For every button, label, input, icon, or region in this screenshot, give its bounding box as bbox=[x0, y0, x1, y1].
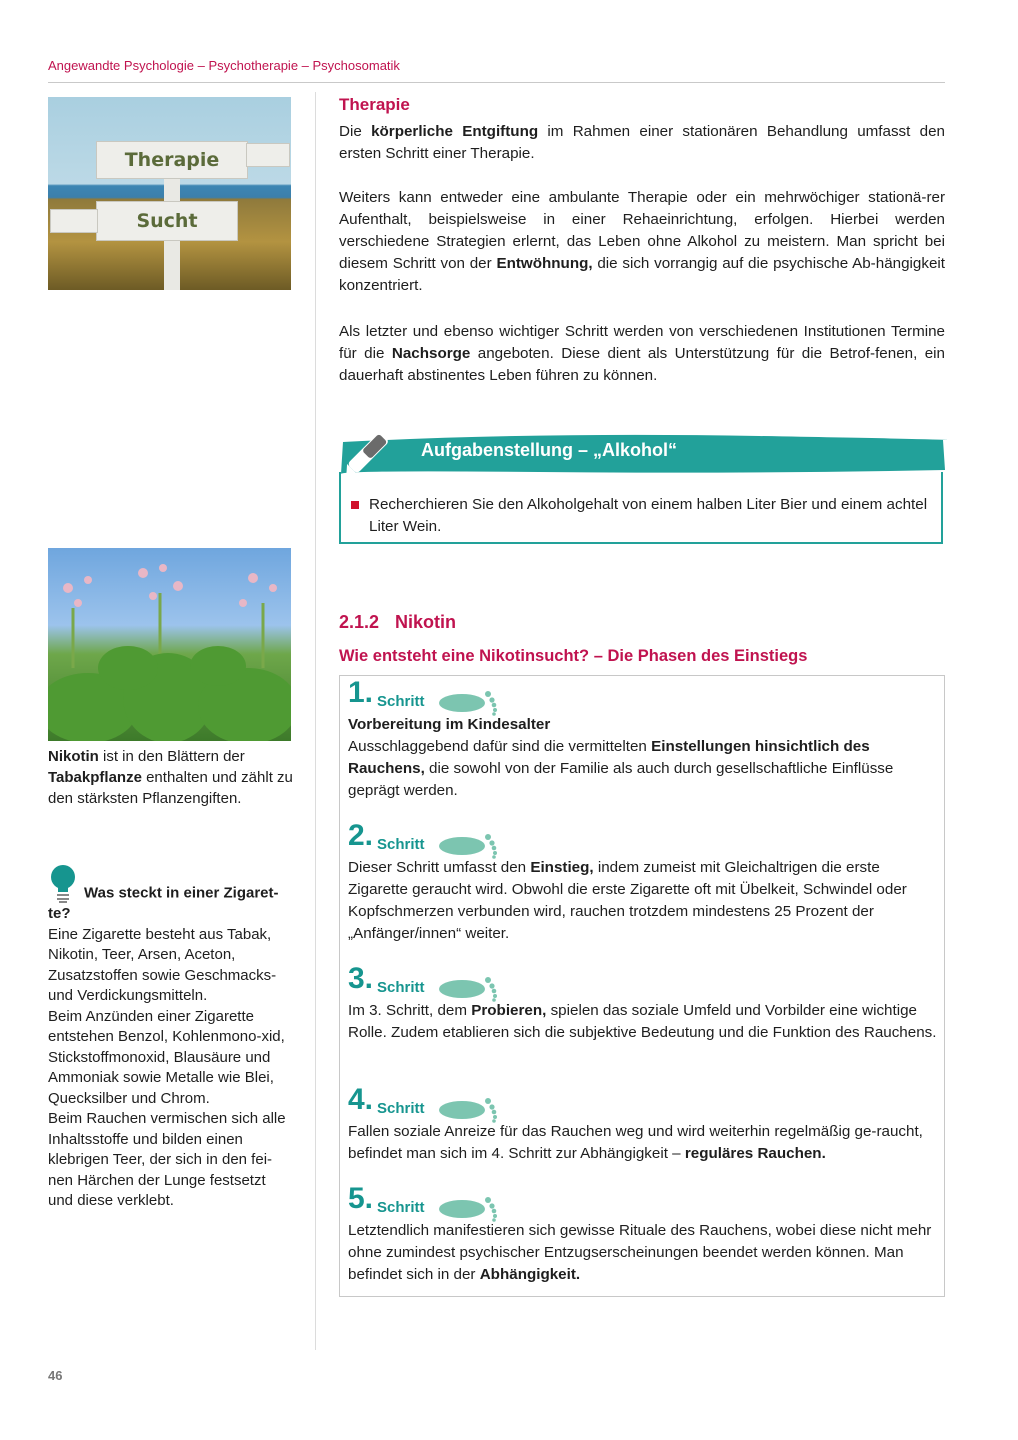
step-label: Schritt bbox=[377, 836, 425, 853]
text: Die bbox=[339, 123, 372, 140]
step-5 bbox=[348, 1182, 938, 1286]
paragraph-nachsorge bbox=[339, 321, 945, 387]
text: die sowohl von der Familie als auch durch gesellschaftliche Einflüsse geprägt werden. bbox=[348, 760, 894, 799]
text: Als letzter und ebenso wichtiger Schritt werden von verschiedenen Institutionen Termine für die bbox=[339, 323, 945, 362]
bold-term: Entwöhnung, bbox=[496, 255, 593, 272]
running-header: Angewandte Psychologie – Psychotherapie – Psychosomatik bbox=[48, 58, 400, 73]
task-banner bbox=[339, 430, 947, 476]
footprint-icon bbox=[438, 686, 502, 716]
text: Fallen soziale Anreize für das Rauchen weg und wird weiterhin regelmäßig ge-raucht, befindet man sich im 4. Schritt zur Abhängigkeit – bbox=[348, 1123, 923, 1162]
footprint-icon bbox=[438, 1093, 502, 1123]
caption-text-end: enthalten und zählt zu den stärksten Pflanzengiften. bbox=[48, 769, 293, 807]
column-divider bbox=[315, 92, 316, 1350]
task-box bbox=[339, 472, 943, 544]
step-label: Schritt bbox=[377, 1199, 425, 1216]
sign-sucht: Sucht bbox=[96, 201, 238, 241]
step-1 bbox=[348, 676, 938, 802]
text: angeboten. Diese dient als Unterstützung für die Betrof-fenen, ein dauerhaft abstinentes Leben führen zu können. bbox=[339, 345, 946, 384]
bold-term: Einstellungen hinsichtlich des Rauchens, bbox=[348, 738, 870, 777]
bold-term: Abhängigkeit. bbox=[479, 1266, 581, 1283]
footprint-icon bbox=[438, 829, 502, 859]
step-text bbox=[348, 1121, 938, 1165]
task-title: Aufgabenstellung – „Alkohol“ bbox=[421, 440, 678, 460]
step-2 bbox=[348, 819, 938, 945]
text: spielen das soziale Umfeld und Vorbilder eine wichtige Rolle. Zudem etablieren sich die subjektive Bedeutung und die Funktion des Rauchens. bbox=[348, 1002, 937, 1041]
step-text bbox=[348, 857, 938, 945]
step-label: Schritt bbox=[377, 979, 425, 996]
text: Ausschlaggebend dafür sind die vermittelten bbox=[348, 738, 652, 755]
heading-therapie: Therapie bbox=[339, 95, 410, 114]
info-box-text-1: Eine Zigarette besteht aus Tabak, Nikotin, Teer, Arsen, Aceton, Zusatzstoffen sowie Geschmacks- und Verdickungsmitteln. bbox=[48, 925, 277, 1004]
section-number: 2.1.2 bbox=[339, 612, 380, 632]
sign-arrow-tail bbox=[50, 209, 98, 233]
bold-term: reguläres Rauchen. bbox=[684, 1145, 826, 1162]
header-divider bbox=[48, 82, 945, 83]
footprint-icon bbox=[438, 1192, 502, 1222]
task-item bbox=[351, 494, 949, 538]
footprint-icon bbox=[438, 972, 502, 1002]
step-text bbox=[348, 714, 938, 802]
text: Im 3. Schritt, dem bbox=[348, 1002, 472, 1019]
step-subtitle: Vorbereitung im Kindesalter bbox=[348, 716, 551, 733]
step-3 bbox=[348, 962, 938, 1044]
bold-term: Einstieg, bbox=[530, 859, 594, 876]
signpost-photo bbox=[48, 97, 291, 290]
info-box-title: Was steckt in einer Zigaret-te? bbox=[48, 884, 279, 922]
step-text bbox=[348, 1220, 938, 1286]
step-number: 4. bbox=[348, 1083, 374, 1116]
subheading-phasen: Wie entsteht eine Nikotinsucht? – Die Phasen des Einstiegs bbox=[339, 647, 808, 665]
square-bullet-icon bbox=[351, 501, 359, 509]
section-heading-nikotin bbox=[339, 612, 945, 633]
caption-text: ist in den Blättern der bbox=[98, 748, 245, 765]
text: die sich vorrangig auf die psychische Ab-hängigkeit konzentriert. bbox=[339, 255, 945, 294]
bold-term: Nachsorge bbox=[391, 345, 471, 362]
tobacco-plant-photo bbox=[48, 548, 291, 741]
text: Dieser Schritt umfasst den bbox=[348, 859, 531, 876]
paragraph-entgiftung bbox=[339, 121, 945, 165]
info-box-zigarette bbox=[48, 864, 293, 1212]
steps-box bbox=[339, 675, 945, 1297]
text: indem zumeist mit Gleichaltrigen die erste Zigarette geraucht wird. Obwohl die erste Zigarette oft mit Übelkeit, Schwindel oder Kopfschmerzen verbunden wird, rauchen trotzdem mindestens 25 Prozent der „Anfänger/innen“ weiter. bbox=[348, 859, 907, 942]
text: Weiters kann entweder eine ambulante Therapie oder ein mehrwöchiger stationä-rer Aufenthalt, beispielsweise in einer Rehaeinrichtung, erfolgen. Hierbei werden verschiedene Strategien erlernt, das Leben ohne Alkohol zu meistern. Man spricht bei diesem Schritt von der bbox=[339, 189, 945, 272]
pen-icon bbox=[339, 426, 399, 478]
step-text bbox=[348, 1000, 938, 1044]
text: Letztendlich manifestieren sich gewisse Rituale des Rauchens, wobei diese nicht mehr ohne zumindest psychischer Entzugserscheinungen beendet werden können. Man befindet sich in der bbox=[348, 1222, 932, 1283]
caption-bold-nikotin: Nikotin bbox=[48, 748, 99, 765]
info-box-text-2: Beim Anzünden einer Zigarette entstehen Benzol, Kohlenmono-xid, Stickstoffmonoxid, Blausäure und Ammoniak sowie Metalle wie Blei, Quecksilber und Chrom. bbox=[48, 1007, 285, 1107]
tobacco-plant-illustration bbox=[48, 548, 291, 741]
task-item-text: Recherchieren Sie den Alkoholgehalt von einem halben Liter Bier und einem achtel Liter Wein. bbox=[369, 496, 928, 535]
sign-therapie: Therapie bbox=[96, 141, 248, 179]
step-number: 1. bbox=[348, 676, 374, 709]
bold-term: Probieren, bbox=[471, 1002, 547, 1019]
step-label: Schritt bbox=[377, 1100, 425, 1117]
section-title: Nikotin bbox=[395, 612, 457, 632]
step-number: 5. bbox=[348, 1182, 374, 1215]
lightbulb-icon bbox=[48, 864, 78, 904]
step-4 bbox=[348, 1083, 938, 1165]
step-label: Schritt bbox=[377, 693, 425, 710]
info-box-text-3: Beim Rauchen vermischen sich alle Inhaltsstoffe und bilden einen klebrigen Teer, der sich in den fei-nen Härchen der Lunge festsetzt und diese verklebt. bbox=[48, 1110, 286, 1209]
caption-bold-tabakpflanze: Tabakpflanze bbox=[48, 769, 142, 786]
step-number: 3. bbox=[348, 962, 374, 995]
text: im Rahmen einer stationären Behandlung umfasst den ersten Schritt einer Therapie. bbox=[339, 123, 945, 162]
sign-arrow-tip bbox=[246, 143, 290, 167]
page-number: 46 bbox=[48, 1368, 63, 1383]
photo-caption bbox=[48, 746, 293, 809]
bold-term: körperliche Entgiftung bbox=[371, 123, 539, 140]
paragraph-entwoehnung bbox=[339, 187, 945, 297]
step-number: 2. bbox=[348, 819, 374, 852]
